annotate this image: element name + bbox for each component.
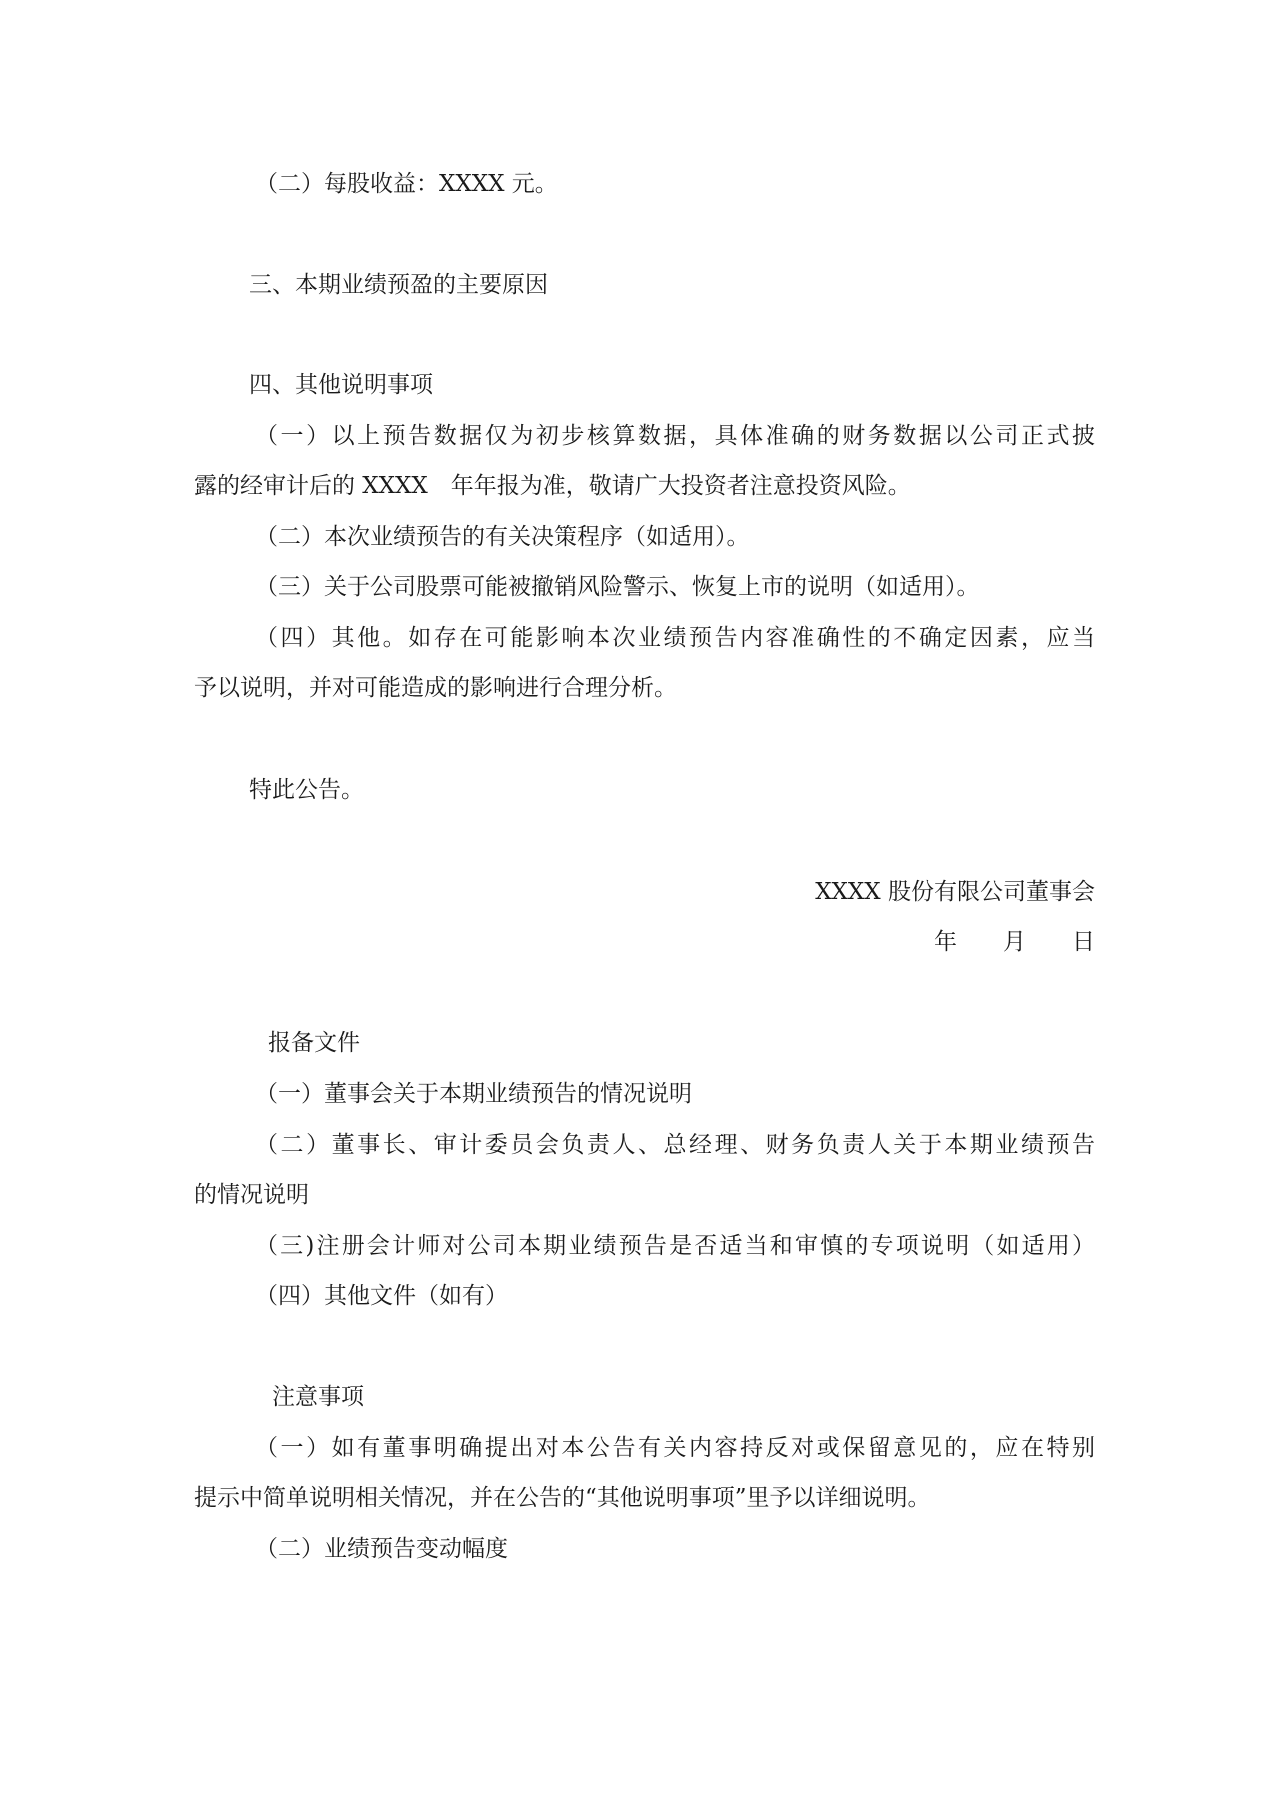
signature-company: XXXX 股份有限公司董事会 — [815, 879, 1095, 905]
section-4-heading: 四、其他说明事项 — [249, 372, 433, 398]
closing-text: 特此公告。 — [249, 777, 364, 803]
section-4-item-3: （三）关于公司股票可能被撤销风险警示、恢复上市的说明（如适用）。 — [255, 574, 980, 600]
notes-heading: 注意事项 — [272, 1384, 364, 1410]
filing-item-2-line-1: （二）董事长、审计委员会负责人、总经理、财务负责人关于本期业绩预告 — [255, 1132, 1095, 1158]
section-4-item-1-line-1: （一）以上预告数据仅为初步核算数据，具体准确的财务数据以公司正式披 — [255, 423, 1095, 449]
filing-item-1: （一）董事会关于本期业绩预告的情况说明 — [255, 1081, 692, 1107]
filing-item-4: （四）其他文件（如有） — [255, 1283, 508, 1309]
signature-date: 年 月 日 — [934, 929, 1095, 955]
filing-item-2-line-2: 的情况说明 — [194, 1182, 309, 1208]
notes-item-1-line-1: （一）如有董事明确提出对本公告有关内容持反对或保留意见的，应在特别 — [255, 1435, 1095, 1461]
section-4-item-2: （二）本次业绩预告的有关决策程序（如适用）。 — [255, 524, 750, 550]
section-4-item-1-line-2: 露的经审计后的 XXXX 年年报为准，敬请广大投资者注意投资风险。 — [194, 473, 911, 499]
filing-documents-heading: 报备文件 — [268, 1030, 360, 1056]
notes-item-2: （二）业绩预告变动幅度 — [255, 1536, 508, 1562]
section-4-item-4-line-1: （四）其他。如存在可能影响本次业绩预告内容准确性的不确定因素，应当 — [255, 625, 1095, 651]
filing-item-3: （三)注册会计师对公司本期业绩预告是否适当和审慎的专项说明（如适用） — [255, 1233, 1095, 1259]
eps-line: （二）每股收益：XXXX 元。 — [255, 171, 558, 197]
section-3-heading: 三、本期业绩预盈的主要原因 — [249, 272, 548, 298]
notes-item-1-line-2: 提示中简单说明相关情况，并在公告的“其他说明事项”里予以详细说明。 — [194, 1485, 931, 1511]
section-4-item-4-line-2: 予以说明，并对可能造成的影响进行合理分析。 — [194, 675, 677, 701]
